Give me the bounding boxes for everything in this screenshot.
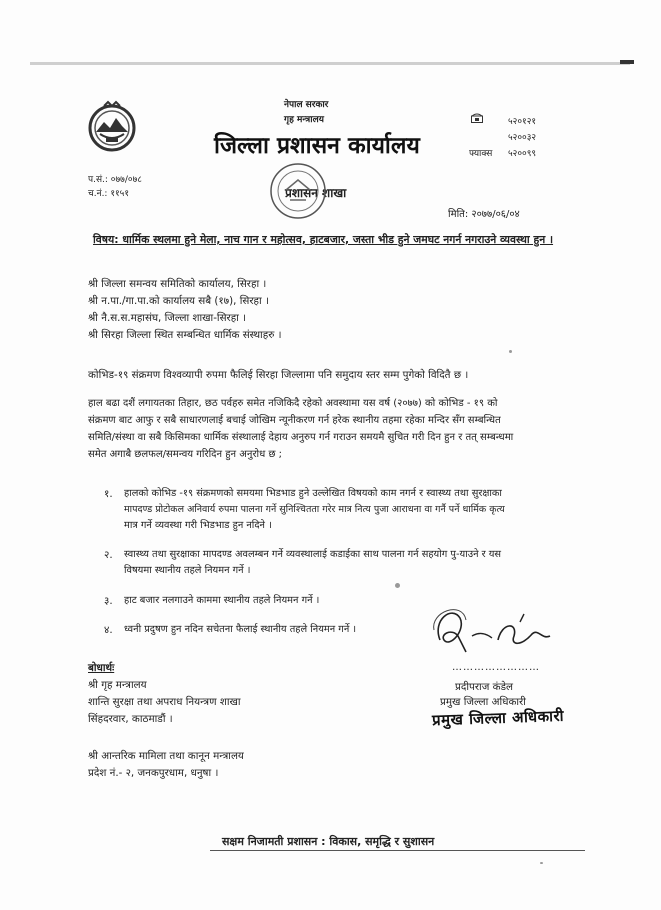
section-title: प्रशासन शाखा [285,186,347,200]
subject-line [93,232,553,247]
phone-number-1: ५२०१२१ [508,117,537,127]
top-divider-mark [620,60,634,64]
intro-paragraph: कोभिड-१९ संक्रमण विश्वव्यापी रुपमा फैलिई सिरहा जिल्लामा पनि समुदाय स्तर सम्म पुगेको विदितै छ । [88,369,469,381]
main-paragraph-line-3: समिति/संस्था वा सबै किसिमका धार्मिक संस्थालाई देहाय अनुरुप गर्न गराउन समयमै सुचित गरी दिन हुन र तत् सम्बन्धमा [88,432,514,443]
scan-speck [540,862,543,864]
signatory-title: प्रमुख जिल्ला अधिकारी [440,696,526,708]
cc-line-3: सिंहदरवार, काठमाडौं । [88,713,173,725]
recipient-2: श्री न.पा./गा.पा.को कार्यालय सबै (१७), सिरहा । [88,295,269,307]
letter-date: मिति: २०७७/०६/०४ [448,209,520,220]
cc-line-1: श्री गृह मन्त्रालय [88,679,147,691]
point-2-line-1: स्वास्थ्य तथा सुरक्षाका मापदण्ड अवलम्बन गर्ने व्यवस्थालाई कडाईका साथ पालना गर्न सहयोग पु-याउने र यस [124,549,502,560]
footer-divider [210,850,585,851]
main-paragraph-line-2: संक्रमण बाट आफु र सबै साधारणलाई बचाई जोखिम न्यूनीकरण गर्न हरेक स्थानीय तहमा रहेका मन्दिर सँग सम्बन्धित [88,415,501,426]
fax-number: ५२००९९ [508,149,537,159]
cc-line-5: प्रदेश नं.- २, जनकपुरधाम, धनुषा । [88,767,219,779]
point-4-number: ४. [104,624,113,636]
ministry-label: गृह मन्त्रालय [284,115,324,125]
cc-heading: बोधार्थः [88,662,115,674]
point-2-number: २. [104,549,113,561]
recipient-1: श्री जिल्ला समन्वय समितिको कार्यालय, सिरहा । [88,278,267,290]
cc-line-2: शान्ति सुरक्षा तथा अपराध नियन्त्रण शाखा [88,696,241,708]
signature-dots: …………………… [452,662,540,673]
government-label: नेपाल सरकार [284,100,329,110]
reference-number: प.सं.: ०७७/०७८ [88,175,142,185]
point-3-number: ३. [104,595,113,607]
signature-icon [422,600,570,670]
nepal-emblem-icon [84,98,140,154]
office-title: जिल्ला प्रशासन कार्यालय [214,132,420,159]
main-paragraph-line-4: समेत अगाबै छलफल/समन्वय गरिदिन हुन अनुरोध छ ; [88,449,283,460]
recipient-4: श्री सिरहा जिल्ला स्थित सम्बन्धित धार्मिक संस्थाहरु । [88,329,282,341]
point-1-number: १. [104,488,113,500]
point-2-line-2: विषयमा स्थानीय तहले नियमन गर्ने । [124,565,251,576]
signatory-name: प्रदीपराज कंडेल [455,681,514,693]
point-1-line-1: हालको कोभिड -१९ संक्रमणको समयमा भिडभाड हुने उल्लेखित विषयको काम नगर्न र स्वास्थ्य तथा सुरक्षाका [124,488,502,499]
top-divider [30,62,630,65]
official-stamp: प्रमुख जिल्ला अधिकारी [431,706,565,730]
subject-text: विषय: धार्मिक स्थलमा हुने मेला, नाच गान र महोत्सव, हाटबजार, जस्ता भीड हुने जमघट नगर्न नगराउने व्यवस्था हुन । [93,233,554,246]
point-4-line-1: ध्वनी प्रदुषण हुन नदिन सचेतना फैलाई स्थानीय तहले नियमन गर्ने । [124,624,357,635]
fax-label: फ्याक्स [469,149,493,159]
dispatch-number: च.नं.: ११५१ [88,189,130,199]
scan-speck [509,350,512,353]
recipient-3: श्री नै.स.स.महासंघ, जिल्ला शाखा-सिरहा । [88,312,247,324]
cc-line-4: श्री आन्तरिक मामिला तथा कानून मन्त्रालय [88,750,244,762]
phone-number-2: ५२००३२ [508,133,537,143]
office-seal-icon [268,160,328,222]
point-3-line-1: हाट बजार नलगाउने काममा स्थानीय तहले नियमन गर्ने । [124,595,320,606]
footer-slogan: सक्षम निजामती प्रशासन : विकास, समृद्धि र सुशासन [222,835,435,848]
phone-icon [471,113,483,123]
point-1-line-3: मात्र गर्ने व्यवस्था गरी भिडभाड हुन नदिने । [124,520,272,531]
scan-speck [395,583,400,588]
main-paragraph-line-1: हाल बढा दशैं लगायतका तिहार, छठ पर्वहरु समेत नजिकिदै रहेको अवस्थामा यस वर्ष (२०७७) को कोभिड - १९ को [88,398,498,409]
point-1-line-2: मापदण्ड प्रोटोकल अनिवार्य रुपमा पालना गर्ने सुनिश्चितता गरेर मात्र नित्य पुजा आराधना वा गर्नै पर्ने धार्मिक कृत्य [124,504,505,515]
